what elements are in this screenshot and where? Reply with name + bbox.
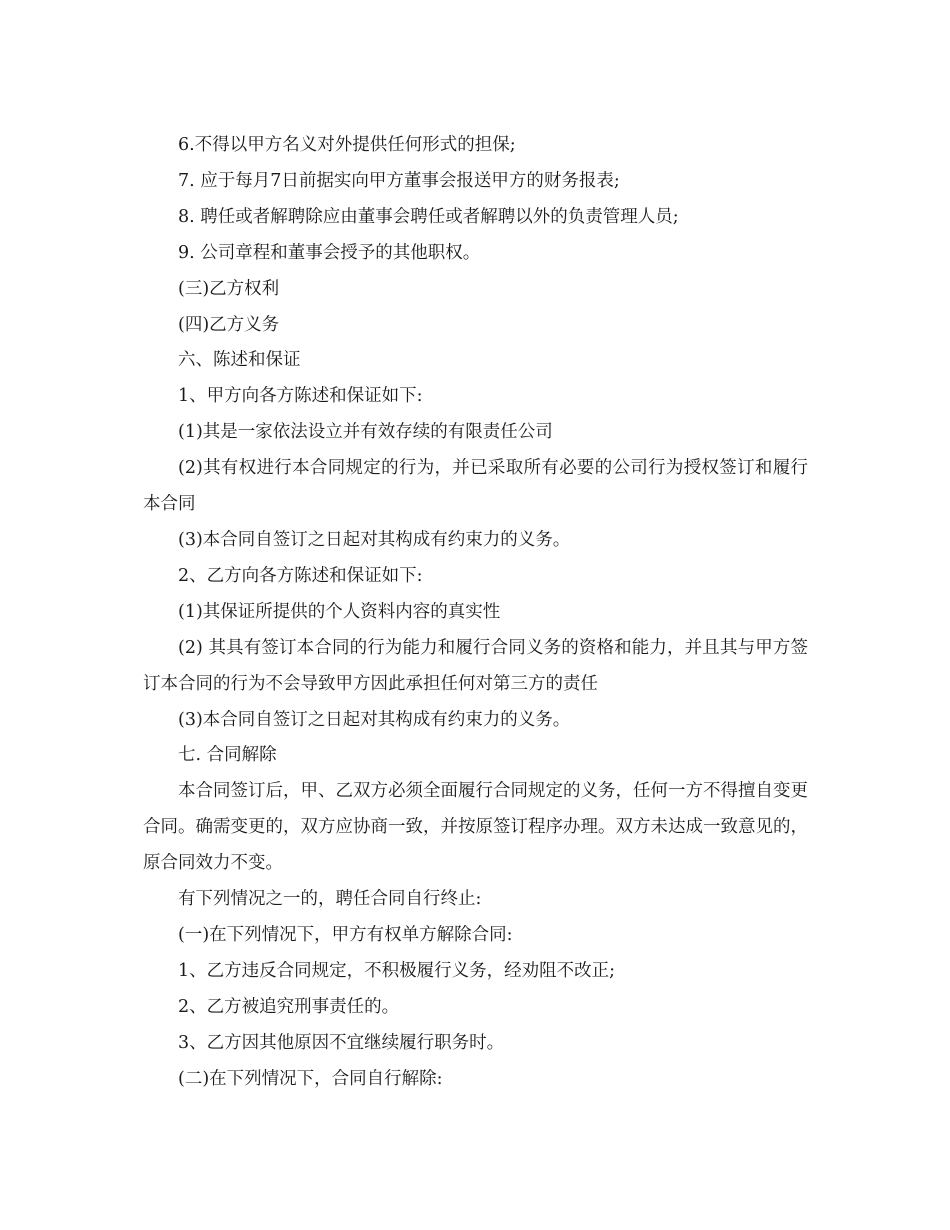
section-heading-party-b-rights: (三)乙方权利 (178, 278, 280, 299)
section-heading-representations: 六、陈述和保证 (178, 350, 301, 371)
section-heading-termination: 七. 合同解除 (178, 745, 277, 766)
paragraph-party-b-rep-2: (2) 其具有签订本合同的行为能力和履行合同义务的资格和能力，并且其与甲方签订本合同的行为不会导致甲方因此承担任何对第三方的责任 (143, 637, 808, 694)
paragraph-item-9: 9. 公司章程和董事会授予的其他职权。 (178, 242, 481, 263)
paragraph-party-a-rep-3: (3)本合同自签订之日起对其构成有约束力的义务。 (178, 529, 571, 550)
paragraph-party-a-representations: 1、甲方向各方陈述和保证如下: (178, 386, 423, 407)
paragraph-termination-case-2: 2、乙方被追究刑事责任的。 (178, 996, 400, 1017)
paragraph-party-b-rep-1: (1)其保证所提供的个人资料内容的真实性 (178, 601, 501, 622)
paragraph-item-6: 6.不得以甲方名义对外提供任何形式的担保; (178, 135, 516, 155)
paragraph-item-7: 7. 应于每月7日前据实向甲方董事会报送甲方的财务报表; (178, 170, 620, 191)
paragraph-party-a-rep-2: (2)其有权进行本合同规定的行为，并已采取所有必要的公司行为授权签订和履行本合同 (143, 458, 808, 515)
paragraph-auto-termination: 有下列情况之一的，聘任合同自行终止: (178, 889, 482, 910)
paragraph-auto-dissolution: (二)在下列情况下，合同自行解除: (178, 1068, 443, 1089)
section-heading-party-b-duties: (四)乙方义务 (178, 314, 280, 335)
paragraph-termination-case-1: 1、乙方违反合同规定，不积极履行义务，经劝阻不改正; (178, 960, 616, 981)
document-body (143, 128, 808, 1097)
paragraph-termination-intro: 本合同签订后，甲、乙双方必须全面履行合同规定的义务，任何一方不得擅自变更合同。确需变更的，双方应协商一致，并按原签订程序办理。双方未达成一致意见的，原合同效力不变。 (143, 781, 808, 874)
paragraph-party-b-representations: 2、乙方向各方陈述和保证如下: (178, 565, 423, 586)
paragraph-termination-case-3: 3、乙方因其他原因不宜继续履行职务时。 (178, 1032, 505, 1053)
paragraph-item-8: 8. 聘任或者解聘除应由董事会聘任或者解聘以外的负责管理人员; (178, 206, 679, 227)
paragraph-party-a-unilateral: (一)在下列情况下，甲方有权单方解除合同: (178, 924, 513, 945)
paragraph-party-a-rep-1: (1)其是一家依法设立并有效存续的有限责任公司 (178, 422, 553, 443)
paragraph-party-b-rep-3: (3)本合同自签订之日起对其构成有约束力的义务。 (178, 709, 571, 730)
